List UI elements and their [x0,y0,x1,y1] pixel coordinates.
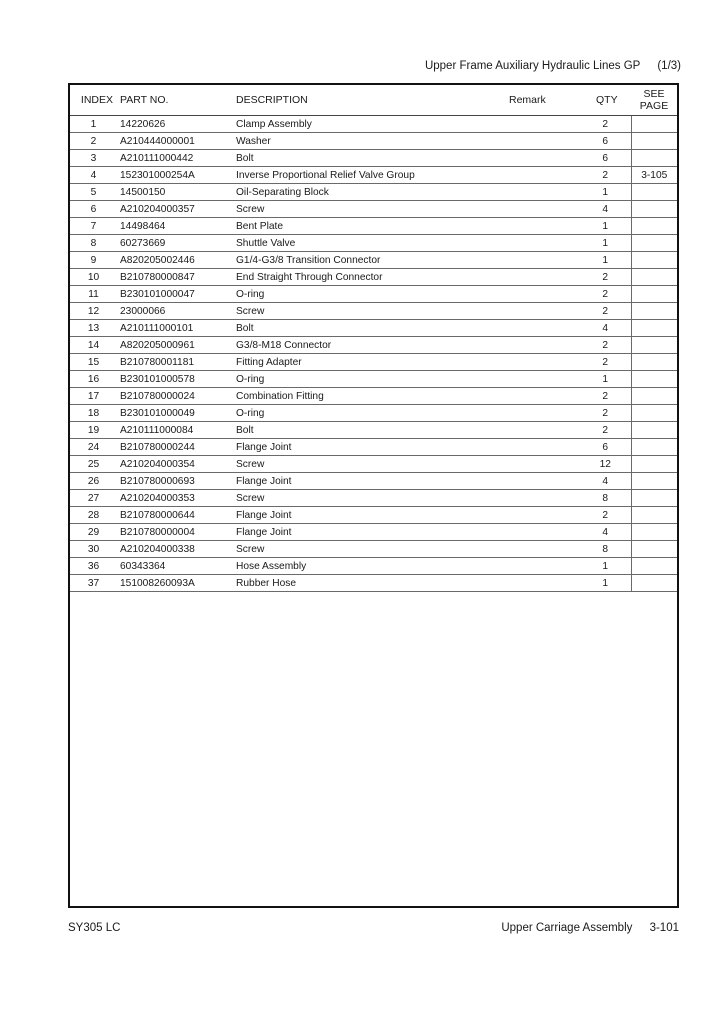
cell-qty: 4 [578,201,631,218]
cell-part-no: A210111000442 [117,150,236,167]
cell-see-page [631,133,677,150]
cell-see-page [631,541,677,558]
cell-qty: 2 [578,354,631,371]
cell-qty: 2 [578,286,631,303]
cell-description: Flange Joint [236,473,506,490]
cell-index: 6 [70,201,117,218]
cell-part-no: A210111000101 [117,320,236,337]
cell-index: 16 [70,371,117,388]
cell-qty: 2 [578,269,631,286]
cell-part-no: B210780000644 [117,507,236,524]
page-index: (1/3) [657,60,681,72]
cell-description: Bolt [236,422,506,439]
cell-remark [506,252,578,269]
cell-qty: 4 [578,524,631,541]
cell-description: O-ring [236,371,506,388]
cell-description: Flange Joint [236,439,506,456]
cell-description: Hose Assembly [236,558,506,575]
column-header-see-page [631,85,677,116]
table-row [70,388,677,405]
cell-part-no: 60343364 [117,558,236,575]
cell-qty: 2 [578,388,631,405]
cell-remark [506,507,578,524]
cell-part-no: B230101000578 [117,371,236,388]
cell-remark [506,201,578,218]
cell-remark [506,405,578,422]
cell-index: 18 [70,405,117,422]
cell-description: Screw [236,201,506,218]
cell-qty: 1 [578,558,631,575]
cell-remark [506,269,578,286]
cell-see-page [631,490,677,507]
cell-index: 36 [70,558,117,575]
cell-qty: 1 [578,575,631,592]
cell-see-page: 3-105 [631,167,677,184]
cell-description: Oil-Separating Block [236,184,506,201]
table-row [70,337,677,354]
table-row [70,252,677,269]
cell-index: 12 [70,303,117,320]
cell-remark [506,167,578,184]
cell-qty: 6 [578,439,631,456]
cell-index: 9 [70,252,117,269]
cell-see-page [631,286,677,303]
cell-remark [506,473,578,490]
cell-part-no: A210204000353 [117,490,236,507]
cell-index: 24 [70,439,117,456]
cell-see-page [631,184,677,201]
table-row [70,405,677,422]
parts-list-frame [68,83,679,908]
table-row [70,286,677,303]
cell-remark [506,575,578,592]
cell-description: Bolt [236,150,506,167]
parts-table-body [70,116,677,592]
cell-remark [506,439,578,456]
cell-remark [506,184,578,201]
cell-qty: 4 [578,473,631,490]
table-row [70,354,677,371]
cell-part-no: 23000066 [117,303,236,320]
table-row [70,524,677,541]
table-row [70,439,677,456]
table-row [70,320,677,337]
see-page-line-1: SEE [643,88,665,100]
cell-qty: 4 [578,320,631,337]
cell-part-no: 14498464 [117,218,236,235]
cell-see-page [631,303,677,320]
cell-index: 19 [70,422,117,439]
cell-remark [506,422,578,439]
cell-index: 7 [70,218,117,235]
column-header-index: INDEX [70,85,117,116]
cell-description: Flange Joint [236,524,506,541]
cell-see-page [631,354,677,371]
cell-description: Washer [236,133,506,150]
cell-qty: 8 [578,541,631,558]
cell-part-no: B210780000847 [117,269,236,286]
cell-description: Shuttle Valve [236,235,506,252]
cell-qty: 2 [578,507,631,524]
cell-part-no: A210204000354 [117,456,236,473]
table-row [70,456,677,473]
cell-remark [506,235,578,252]
cell-see-page [631,252,677,269]
cell-index: 8 [70,235,117,252]
table-header-row [70,85,677,116]
cell-index: 14 [70,337,117,354]
table-row [70,150,677,167]
cell-part-no: A210204000338 [117,541,236,558]
table-row [70,422,677,439]
cell-remark [506,524,578,541]
cell-see-page [631,116,677,133]
cell-index: 2 [70,133,117,150]
cell-remark [506,150,578,167]
cell-index: 10 [70,269,117,286]
cell-part-no: A210111000084 [117,422,236,439]
cell-description: O-ring [236,286,506,303]
cell-qty: 1 [578,184,631,201]
cell-description: Bolt [236,320,506,337]
cell-index: 3 [70,150,117,167]
cell-see-page [631,558,677,575]
cell-description: Bent Plate [236,218,506,235]
cell-see-page [631,150,677,167]
cell-description: Clamp Assembly [236,116,506,133]
page-header [425,60,681,72]
section-label: Upper Carriage Assembly [501,922,633,934]
table-row [70,133,677,150]
cell-remark [506,371,578,388]
cell-remark [506,388,578,405]
cell-part-no: 60273669 [117,235,236,252]
cell-description: Screw [236,490,506,507]
cell-see-page [631,371,677,388]
cell-see-page [631,524,677,541]
cell-index: 4 [70,167,117,184]
cell-qty: 2 [578,303,631,320]
cell-remark [506,354,578,371]
cell-see-page [631,456,677,473]
cell-qty: 6 [578,150,631,167]
column-header-remark: Remark [506,85,578,116]
table-row [70,303,677,320]
cell-qty: 2 [578,422,631,439]
cell-part-no: B210780000693 [117,473,236,490]
cell-qty: 12 [578,456,631,473]
column-header-part-no: PART NO. [117,85,236,116]
cell-description: Screw [236,541,506,558]
cell-see-page [631,473,677,490]
cell-index: 13 [70,320,117,337]
see-page-line-2: PAGE [639,100,669,112]
cell-part-no: 14220626 [117,116,236,133]
table-row [70,116,677,133]
table-row [70,235,677,252]
cell-index: 30 [70,541,117,558]
cell-qty: 2 [578,405,631,422]
model-label: SY305 LC [68,922,121,934]
cell-index: 37 [70,575,117,592]
cell-description: Flange Joint [236,507,506,524]
cell-see-page [631,388,677,405]
cell-see-page [631,320,677,337]
cell-part-no: A820205002446 [117,252,236,269]
column-header-description: DESCRIPTION [236,85,506,116]
cell-qty: 6 [578,133,631,150]
cell-description: Rubber Hose [236,575,506,592]
cell-see-page [631,218,677,235]
cell-remark [506,541,578,558]
cell-remark [506,218,578,235]
page-number: 3-101 [649,922,679,934]
cell-qty: 1 [578,235,631,252]
cell-see-page [631,235,677,252]
cell-part-no: B210780000024 [117,388,236,405]
cell-remark [506,133,578,150]
cell-remark [506,116,578,133]
cell-part-no: A210204000357 [117,201,236,218]
cell-see-page [631,575,677,592]
table-row [70,541,677,558]
cell-description: Combination Fitting [236,388,506,405]
cell-index: 26 [70,473,117,490]
cell-part-no: B210780000004 [117,524,236,541]
cell-description: G3/8-M18 Connector [236,337,506,354]
cell-part-no: B210780001181 [117,354,236,371]
cell-part-no: 14500150 [117,184,236,201]
footer-right [501,922,679,934]
cell-qty: 1 [578,252,631,269]
cell-description: Inverse Proportional Relief Valve Group [236,167,506,184]
cell-index: 5 [70,184,117,201]
cell-description: Screw [236,456,506,473]
cell-index: 25 [70,456,117,473]
cell-index: 28 [70,507,117,524]
cell-see-page [631,405,677,422]
cell-remark [506,337,578,354]
cell-index: 27 [70,490,117,507]
cell-see-page [631,507,677,524]
column-header-qty: QTY [578,85,631,116]
cell-remark [506,490,578,507]
cell-see-page [631,269,677,286]
table-row [70,371,677,388]
cell-part-no: A820205000961 [117,337,236,354]
cell-qty: 8 [578,490,631,507]
table-row [70,575,677,592]
cell-part-no: 152301000254A [117,167,236,184]
cell-qty: 2 [578,337,631,354]
cell-part-no: A210444000001 [117,133,236,150]
parts-table [70,85,677,592]
table-row [70,558,677,575]
table-row [70,184,677,201]
cell-remark [506,456,578,473]
cell-qty: 2 [578,167,631,184]
cell-qty: 1 [578,218,631,235]
table-row [70,490,677,507]
cell-see-page [631,337,677,354]
cell-description: Fitting Adapter [236,354,506,371]
cell-index: 17 [70,388,117,405]
cell-index: 11 [70,286,117,303]
cell-qty: 1 [578,371,631,388]
cell-remark [506,303,578,320]
table-row [70,201,677,218]
cell-description: O-ring [236,405,506,422]
cell-remark [506,558,578,575]
table-row [70,473,677,490]
cell-description: G1/4-G3/8 Transition Connector [236,252,506,269]
cell-see-page [631,422,677,439]
cell-description: End Straight Through Connector [236,269,506,286]
table-row [70,167,677,184]
table-row [70,218,677,235]
cell-part-no: B230101000049 [117,405,236,422]
cell-remark [506,286,578,303]
page-title: Upper Frame Auxiliary Hydraulic Lines GP [424,60,641,72]
cell-remark [506,320,578,337]
cell-index: 15 [70,354,117,371]
table-row [70,269,677,286]
cell-part-no: 151008260093A [117,575,236,592]
cell-see-page [631,439,677,456]
cell-description: Screw [236,303,506,320]
cell-index: 1 [70,116,117,133]
table-row [70,507,677,524]
cell-part-no: B210780000244 [117,439,236,456]
cell-qty: 2 [578,116,631,133]
cell-index: 29 [70,524,117,541]
cell-see-page [631,201,677,218]
cell-part-no: B230101000047 [117,286,236,303]
